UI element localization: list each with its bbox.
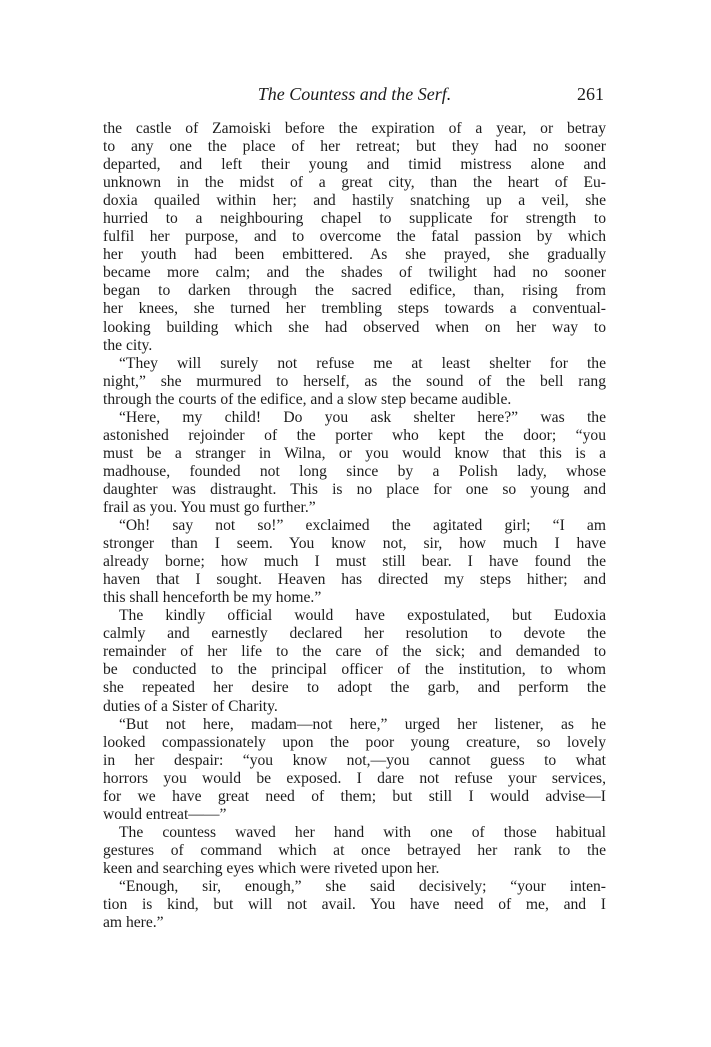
text-line: departed, and left their young and timid mistress alone and [103,156,606,174]
text-line: frail as you. You must go further.” [103,498,316,516]
page-header [103,82,606,112]
text-line: doxia quailed within her; and hastily snatching up a veil, she [103,192,606,210]
body-text [103,120,606,932]
text-line: for we have great need of them; but still I would advise—I [103,787,606,805]
text-line: she repeated her desire to adopt the garb, and perform the [103,679,606,697]
text-line: night,” she murmured to herself, as the sound of the bell rang [103,372,606,390]
text-line: “But not here, madam—not here,” urged her listener, as he [119,715,606,733]
text-line: gestures of command which at once betrayed her rank to the [103,841,606,859]
text-line: horrors you would be exposed. I dare not refuse your services, [103,769,606,787]
text-line: already borne; how much I must still bear. I have found the [103,553,606,571]
text-line: duties of a Sister of Charity. [103,697,278,715]
text-line: “Oh! say not so!” exclaimed the agitated girl; “I am [119,517,606,535]
text-line: her knees, she turned her trembling steps towards a conventual- [103,300,606,318]
text-line: The kindly official would have expostulated, but Eudoxia [119,607,606,625]
text-line: be conducted to the principal officer of the institution, to whom [103,661,606,679]
text-line: fulfil her purpose, and to overcome the fatal passion by which [103,228,606,246]
text-line: looking building which she had observed when on her way to [103,318,606,336]
text-line: looked compassionately upon the poor young creature, so lovely [103,733,606,751]
text-line: hurried to a neighbouring chapel to supplicate for strength to [103,210,606,228]
text-line: this shall henceforth be my home.” [103,589,322,607]
text-line: “Here, my child! Do you ask shelter here?” was the [119,408,606,426]
text-line: The countess waved her hand with one of those habitual [119,823,606,841]
text-line: unknown in the midst of a great city, than the heart of Eu- [103,174,606,192]
text-line: madhouse, founded not long since by a Polish lady, whose [103,462,606,480]
text-line: astonished rejoinder of the porter who kept the door; “you [103,426,606,444]
text-line: am here.” [103,914,164,932]
text-line: tion is kind, but will not avail. You have need of me, and I [103,896,606,914]
text-line: keen and searching eyes which were riveted upon her. [103,859,440,877]
text-line: “Enough, sir, enough,” she said decisively; “your inten- [119,877,606,895]
page-number: 261 [577,84,604,104]
text-line: daughter was distraught. This is no place for one so young and [103,480,606,498]
text-line: through the courts of the edifice, and a slow step became audible. [103,390,512,408]
text-line: haven that I sought. Heaven has directed my steps hither; and [103,571,606,589]
text-line: would entreat——” [103,805,227,823]
text-line: calmly and earnestly declared her resolution to devote the [103,625,606,643]
running-title: The Countess and the Serf. [257,84,452,104]
text-line: must be a stranger in Wilna, or you would know that this is a [103,444,606,462]
text-line: the city. [103,336,153,354]
text-line: “They will surely not refuse me at least shelter for the [119,354,606,372]
text-line: in her despair: “you know not,—you cannot guess to what [103,751,606,769]
text-line: began to darken through the sacred edifice, than, rising from [103,282,606,300]
text-line: stronger than I seem. You know not, sir, how much I have [103,535,606,553]
text-line: her youth had been embittered. As she prayed, she gradually [103,246,606,264]
text-line: became more calm; and the shades of twilight had no sooner [103,264,606,282]
text-line: remainder of her life to the care of the sick; and demanded to [103,643,606,661]
text-line: the castle of Zamoiski before the expiration of a year, or betray [103,120,606,137]
text-line: to any one the place of her retreat; but they had no sooner [103,138,606,156]
